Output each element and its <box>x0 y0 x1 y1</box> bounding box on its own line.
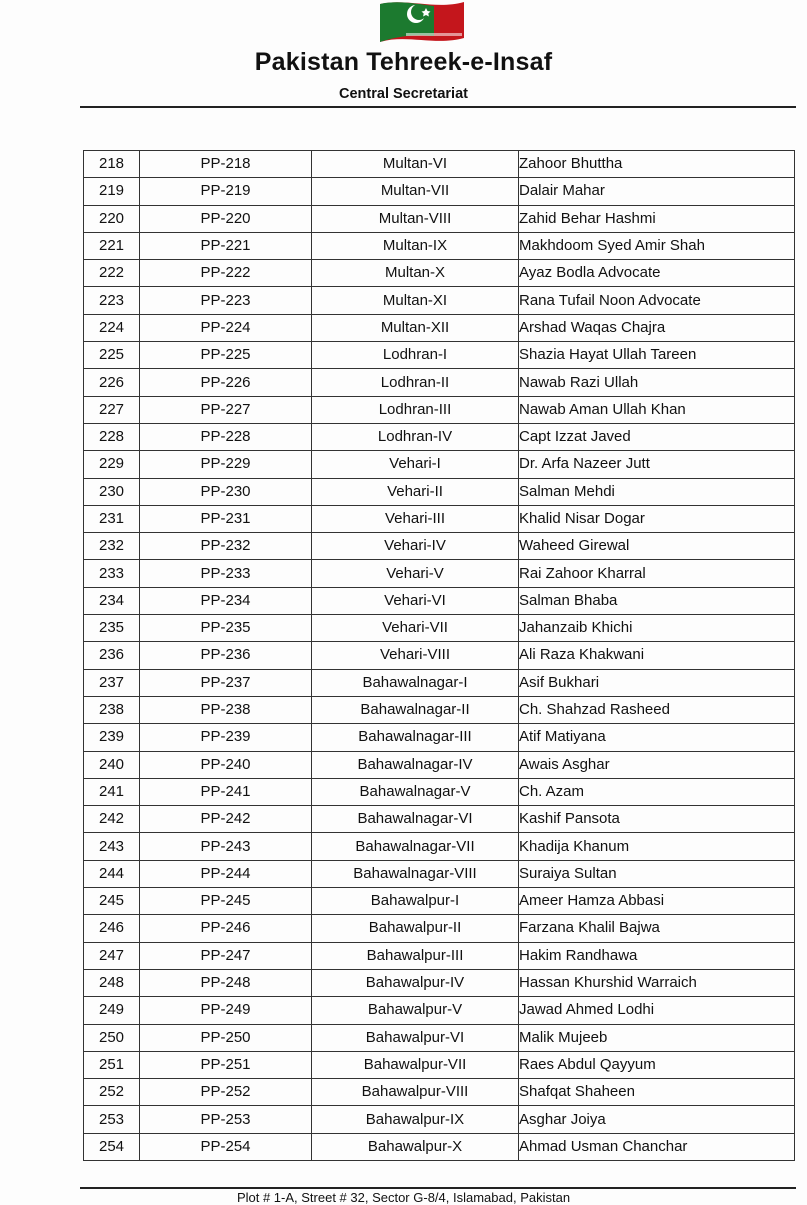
table-row <box>84 833 795 860</box>
serial-number-cell: 235 <box>84 615 140 642</box>
serial-number-cell: 218 <box>84 151 140 178</box>
table-row <box>84 915 795 942</box>
constituency-code-cell: PP-252 <box>140 1079 312 1106</box>
constituency-name-cell: Bahawalpur-IX <box>312 1106 519 1133</box>
serial-number-cell: 225 <box>84 342 140 369</box>
constituency-name-cell: Bahawalnagar-VII <box>312 833 519 860</box>
constituency-code-cell: PP-241 <box>140 778 312 805</box>
candidate-name-cell: Nawab Razi Ullah <box>519 369 795 396</box>
constituency-name-cell: Bahawalnagar-IV <box>312 751 519 778</box>
serial-number-cell: 241 <box>84 778 140 805</box>
table-row <box>84 151 795 178</box>
serial-number-cell: 249 <box>84 997 140 1024</box>
candidate-name-cell: Hassan Khurshid Warraich <box>519 969 795 996</box>
serial-number-cell: 220 <box>84 205 140 232</box>
constituency-name-cell: Lodhran-III <box>312 396 519 423</box>
candidate-name-cell: Raes Abdul Qayyum <box>519 1051 795 1078</box>
table-row <box>84 1079 795 1106</box>
serial-number-cell: 219 <box>84 178 140 205</box>
constituency-code-cell: PP-247 <box>140 942 312 969</box>
footer-address: Plot # 1-A, Street # 32, Sector G-8/4, Islamabad, Pakistan <box>236 1190 571 1205</box>
constituency-name-cell: Vehari-III <box>312 505 519 532</box>
constituency-name-cell: Lodhran-I <box>312 342 519 369</box>
table-row <box>84 778 795 805</box>
constituency-code-cell: PP-222 <box>140 260 312 287</box>
serial-number-cell: 242 <box>84 806 140 833</box>
serial-number-cell: 221 <box>84 232 140 259</box>
constituency-name-cell: Bahawalnagar-I <box>312 669 519 696</box>
constituency-code-cell: PP-223 <box>140 287 312 314</box>
constituency-name-cell: Bahawalpur-VII <box>312 1051 519 1078</box>
candidate-name-cell: Atif Matiyana <box>519 724 795 751</box>
candidate-table-body <box>84 151 795 1161</box>
constituency-name-cell: Vehari-V <box>312 560 519 587</box>
serial-number-cell: 247 <box>84 942 140 969</box>
candidate-name-cell: Khadija Khanum <box>519 833 795 860</box>
table-row <box>84 478 795 505</box>
table-row <box>84 642 795 669</box>
serial-number-cell: 229 <box>84 451 140 478</box>
constituency-name-cell: Multan-IX <box>312 232 519 259</box>
constituency-name-cell: Multan-XII <box>312 314 519 341</box>
constituency-code-cell: PP-235 <box>140 615 312 642</box>
constituency-code-cell: PP-251 <box>140 1051 312 1078</box>
candidate-name-cell: Ayaz Bodla Advocate <box>519 260 795 287</box>
candidate-name-cell: Nawab Aman Ullah Khan <box>519 396 795 423</box>
table-row <box>84 669 795 696</box>
candidate-name-cell: Shafqat Shaheen <box>519 1079 795 1106</box>
candidate-table <box>83 150 795 1161</box>
candidate-name-cell: Jahanzaib Khichi <box>519 615 795 642</box>
constituency-code-cell: PP-228 <box>140 423 312 450</box>
candidate-name-cell: Zahoor Bhuttha <box>519 151 795 178</box>
constituency-code-cell: PP-253 <box>140 1106 312 1133</box>
table-row <box>84 287 795 314</box>
constituency-code-cell: PP-224 <box>140 314 312 341</box>
table-row <box>84 205 795 232</box>
constituency-code-cell: PP-219 <box>140 178 312 205</box>
table-row <box>84 860 795 887</box>
table-row <box>84 587 795 614</box>
serial-number-cell: 237 <box>84 669 140 696</box>
candidate-name-cell: Ali Raza Khakwani <box>519 642 795 669</box>
constituency-code-cell: PP-243 <box>140 833 312 860</box>
constituency-name-cell: Bahawalnagar-V <box>312 778 519 805</box>
candidate-name-cell: Suraiya Sultan <box>519 860 795 887</box>
constituency-name-cell: Bahawalpur-I <box>312 888 519 915</box>
footer-divider <box>80 1187 796 1189</box>
table-row <box>84 942 795 969</box>
constituency-code-cell: PP-248 <box>140 969 312 996</box>
candidate-name-cell: Waheed Girewal <box>519 533 795 560</box>
serial-number-cell: 228 <box>84 423 140 450</box>
table-row <box>84 751 795 778</box>
serial-number-cell: 244 <box>84 860 140 887</box>
constituency-name-cell: Bahawalpur-III <box>312 942 519 969</box>
constituency-name-cell: Bahawalnagar-II <box>312 696 519 723</box>
serial-number-cell: 234 <box>84 587 140 614</box>
constituency-name-cell: Multan-VII <box>312 178 519 205</box>
serial-number-cell: 245 <box>84 888 140 915</box>
table-row <box>84 423 795 450</box>
constituency-code-cell: PP-245 <box>140 888 312 915</box>
serial-number-cell: 227 <box>84 396 140 423</box>
candidate-name-cell: Ameer Hamza Abbasi <box>519 888 795 915</box>
constituency-code-cell: PP-240 <box>140 751 312 778</box>
serial-number-cell: 236 <box>84 642 140 669</box>
constituency-code-cell: PP-229 <box>140 451 312 478</box>
constituency-code-cell: PP-231 <box>140 505 312 532</box>
pti-flag-logo <box>376 0 468 46</box>
constituency-code-cell: PP-242 <box>140 806 312 833</box>
candidate-name-cell: Asif Bukhari <box>519 669 795 696</box>
constituency-code-cell: PP-226 <box>140 369 312 396</box>
table-row <box>84 369 795 396</box>
serial-number-cell: 253 <box>84 1106 140 1133</box>
constituency-name-cell: Bahawalnagar-VIII <box>312 860 519 887</box>
constituency-name-cell: Lodhran-IV <box>312 423 519 450</box>
constituency-code-cell: PP-230 <box>140 478 312 505</box>
candidate-name-cell: Ch. Shahzad Rasheed <box>519 696 795 723</box>
serial-number-cell: 224 <box>84 314 140 341</box>
constituency-code-cell: PP-239 <box>140 724 312 751</box>
table-row <box>84 696 795 723</box>
constituency-code-cell: PP-238 <box>140 696 312 723</box>
constituency-name-cell: Multan-VIII <box>312 205 519 232</box>
candidate-name-cell: Arshad Waqas Chajra <box>519 314 795 341</box>
constituency-code-cell: PP-244 <box>140 860 312 887</box>
constituency-code-cell: PP-218 <box>140 151 312 178</box>
table-row <box>84 314 795 341</box>
constituency-code-cell: PP-232 <box>140 533 312 560</box>
constituency-name-cell: Multan-XI <box>312 287 519 314</box>
candidate-name-cell: Jawad Ahmed Lodhi <box>519 997 795 1024</box>
candidate-name-cell: Kashif Pansota <box>519 806 795 833</box>
constituency-code-cell: PP-237 <box>140 669 312 696</box>
table-row <box>84 888 795 915</box>
candidate-name-cell: Dr. Arfa Nazeer Jutt <box>519 451 795 478</box>
serial-number-cell: 226 <box>84 369 140 396</box>
page-title: Pakistan Tehreek-e-Insaf <box>254 48 553 76</box>
serial-number-cell: 233 <box>84 560 140 587</box>
constituency-name-cell: Bahawalpur-IV <box>312 969 519 996</box>
constituency-code-cell: PP-233 <box>140 560 312 587</box>
constituency-code-cell: PP-236 <box>140 642 312 669</box>
constituency-name-cell: Vehari-II <box>312 478 519 505</box>
table-row <box>84 232 795 259</box>
table-row <box>84 178 795 205</box>
table-row <box>84 1106 795 1133</box>
table-row <box>84 1051 795 1078</box>
serial-number-cell: 240 <box>84 751 140 778</box>
serial-number-cell: 232 <box>84 533 140 560</box>
table-row <box>84 396 795 423</box>
constituency-name-cell: Multan-VI <box>312 151 519 178</box>
table-row <box>84 451 795 478</box>
table-row <box>84 724 795 751</box>
constituency-name-cell: Bahawalnagar-III <box>312 724 519 751</box>
table-row <box>84 560 795 587</box>
constituency-name-cell: Bahawalnagar-VI <box>312 806 519 833</box>
serial-number-cell: 251 <box>84 1051 140 1078</box>
serial-number-cell: 254 <box>84 1133 140 1160</box>
candidate-name-cell: Salman Bhaba <box>519 587 795 614</box>
table-row <box>84 615 795 642</box>
serial-number-cell: 246 <box>84 915 140 942</box>
candidate-name-cell: Asghar Joiya <box>519 1106 795 1133</box>
candidate-name-cell: Rana Tufail Noon Advocate <box>519 287 795 314</box>
constituency-name-cell: Vehari-VII <box>312 615 519 642</box>
serial-number-cell: 243 <box>84 833 140 860</box>
serial-number-cell: 230 <box>84 478 140 505</box>
constituency-code-cell: PP-227 <box>140 396 312 423</box>
table-row <box>84 342 795 369</box>
serial-number-cell: 238 <box>84 696 140 723</box>
constituency-name-cell: Bahawalpur-V <box>312 997 519 1024</box>
candidate-name-cell: Farzana Khalil Bajwa <box>519 915 795 942</box>
candidate-name-cell: Awais Asghar <box>519 751 795 778</box>
constituency-code-cell: PP-250 <box>140 1024 312 1051</box>
serial-number-cell: 222 <box>84 260 140 287</box>
constituency-name-cell: Bahawalpur-VIII <box>312 1079 519 1106</box>
constituency-code-cell: PP-221 <box>140 232 312 259</box>
table-row <box>84 260 795 287</box>
header-divider <box>80 106 796 108</box>
table-row <box>84 806 795 833</box>
candidate-name-cell: Rai Zahoor Kharral <box>519 560 795 587</box>
candidate-name-cell: Makhdoom Syed Amir Shah <box>519 232 795 259</box>
candidate-name-cell: Hakim Randhawa <box>519 942 795 969</box>
page-subtitle: Central Secretariat <box>339 86 468 102</box>
constituency-name-cell: Lodhran-II <box>312 369 519 396</box>
constituency-name-cell: Bahawalpur-II <box>312 915 519 942</box>
serial-number-cell: 239 <box>84 724 140 751</box>
constituency-code-cell: PP-254 <box>140 1133 312 1160</box>
table-row <box>84 1024 795 1051</box>
serial-number-cell: 231 <box>84 505 140 532</box>
constituency-code-cell: PP-249 <box>140 997 312 1024</box>
candidate-name-cell: Zahid Behar Hashmi <box>519 205 795 232</box>
constituency-code-cell: PP-225 <box>140 342 312 369</box>
serial-number-cell: 252 <box>84 1079 140 1106</box>
table-row <box>84 997 795 1024</box>
table-row <box>84 505 795 532</box>
constituency-code-cell: PP-220 <box>140 205 312 232</box>
candidate-name-cell: Shazia Hayat Ullah Tareen <box>519 342 795 369</box>
serial-number-cell: 248 <box>84 969 140 996</box>
constituency-name-cell: Bahawalpur-VI <box>312 1024 519 1051</box>
constituency-code-cell: PP-246 <box>140 915 312 942</box>
constituency-name-cell: Vehari-VI <box>312 587 519 614</box>
candidate-name-cell: Capt Izzat Javed <box>519 423 795 450</box>
candidate-name-cell: Khalid Nisar Dogar <box>519 505 795 532</box>
candidate-name-cell: Malik Mujeeb <box>519 1024 795 1051</box>
candidate-name-cell: Dalair Mahar <box>519 178 795 205</box>
constituency-code-cell: PP-234 <box>140 587 312 614</box>
table-row <box>84 969 795 996</box>
constituency-name-cell: Vehari-IV <box>312 533 519 560</box>
constituency-name-cell: Vehari-VIII <box>312 642 519 669</box>
table-row <box>84 533 795 560</box>
table-row <box>84 1133 795 1160</box>
constituency-name-cell: Multan-X <box>312 260 519 287</box>
candidate-name-cell: Salman Mehdi <box>519 478 795 505</box>
constituency-name-cell: Bahawalpur-X <box>312 1133 519 1160</box>
serial-number-cell: 250 <box>84 1024 140 1051</box>
constituency-name-cell: Vehari-I <box>312 451 519 478</box>
candidate-name-cell: Ch. Azam <box>519 778 795 805</box>
serial-number-cell: 223 <box>84 287 140 314</box>
candidate-name-cell: Ahmad Usman Chanchar <box>519 1133 795 1160</box>
